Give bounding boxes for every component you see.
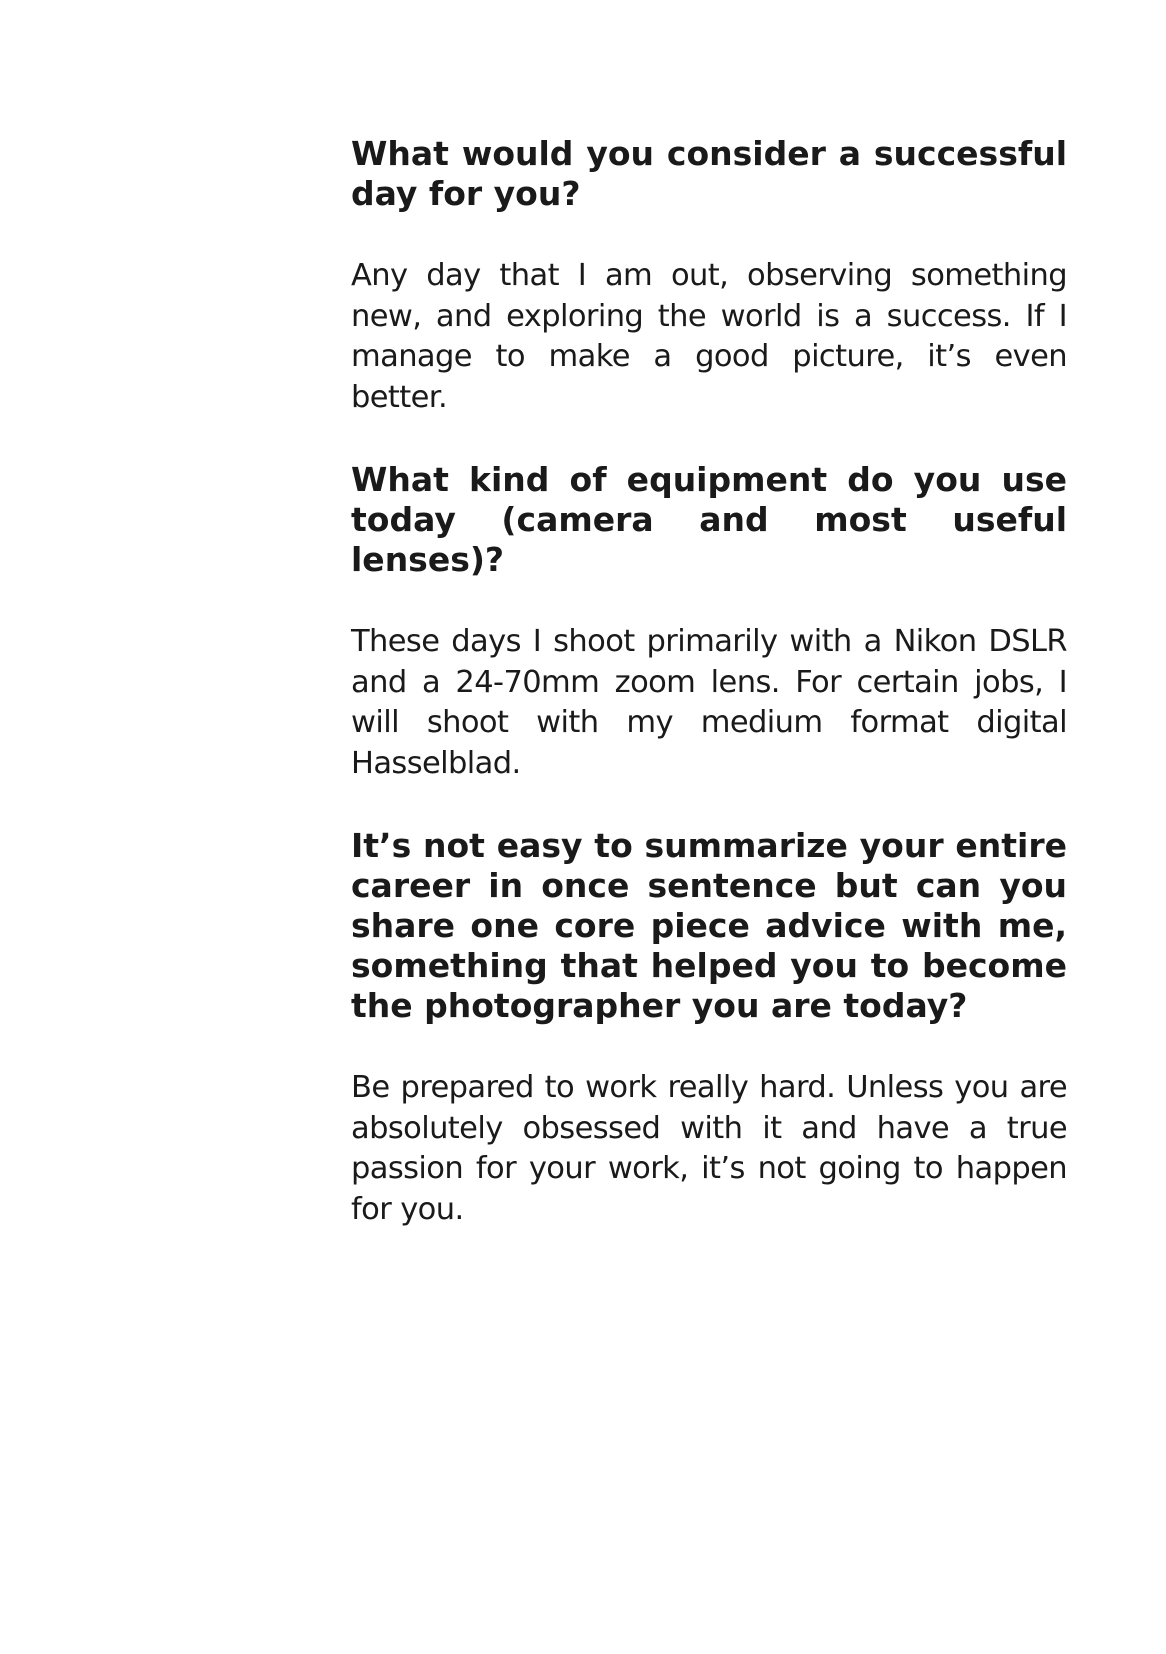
question-successful-day: What would you consider a successful day for you? bbox=[351, 134, 1067, 213]
question-core-advice: It’s not easy to summarize your entire career in once sentence but can you share one core piece advice with me, something that helped you to become the photographer you are today? bbox=[351, 826, 1067, 1025]
answer-core-advice: Be prepared to work really hard. Unless you are absolutely obsessed with it and have a true passion for your work, it’s not going to happen for you. bbox=[351, 1070, 1067, 1227]
answer-successful-day: Any day that I am out, observing something new, and exploring the world is a success. If I manage to make a good picture, it’s even better. bbox=[351, 258, 1067, 415]
answer-equipment: These days I shoot primarily with a Nikon DSLR and a 24-70mm zoom lens. For certain jobs, I will shoot with my medium format digital Hasselblad. bbox=[351, 624, 1067, 781]
question-equipment: What kind of equipment do you use today (camera and most useful lenses)? bbox=[351, 460, 1067, 579]
interview-column bbox=[351, 134, 1067, 1230]
